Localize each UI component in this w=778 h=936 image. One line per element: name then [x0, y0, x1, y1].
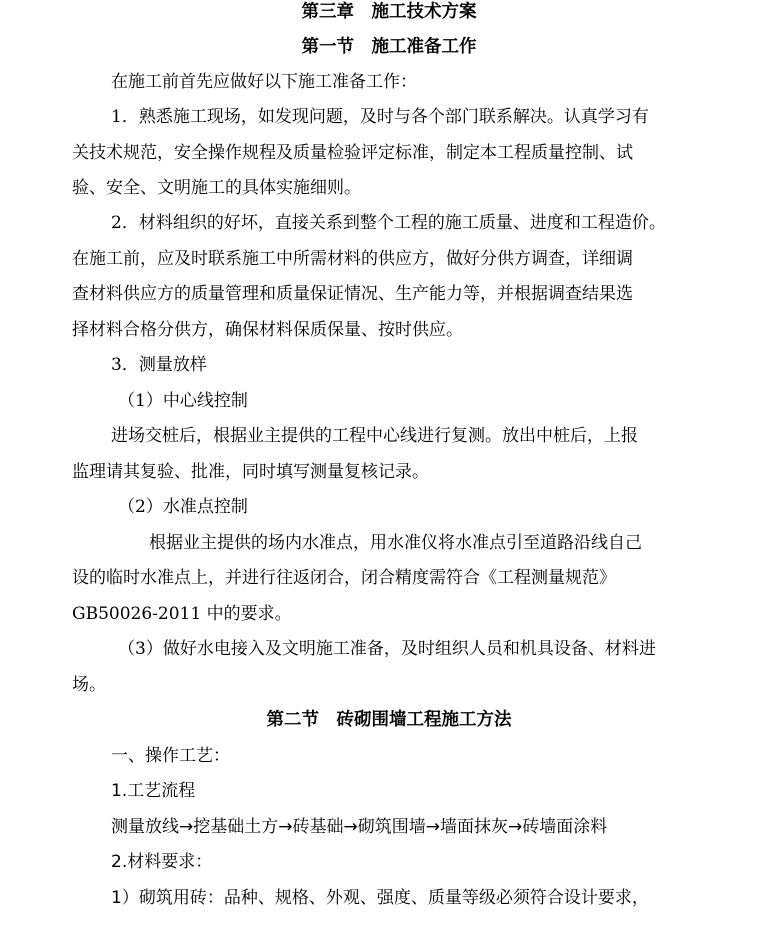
sub-2-line-3: GB50026-2011 中的要求。	[72, 604, 292, 624]
sub-3-line-1: （3）做好水电接入及文明施工准备，及时组织人员和机具设备、材料进	[118, 639, 656, 659]
sub-1-line-2: 监理请其复验、批准，同时填写测量复核记录。	[72, 462, 429, 482]
material-item-1: 1）砌筑用砖：品种、规格、外观、强度、质量等级必须符合设计要求，	[111, 888, 649, 908]
sub-1-title: （1）中心线控制	[118, 391, 248, 411]
section-1-title: 第一节 施工准备工作	[301, 37, 477, 57]
material-title: 2.材料要求：	[111, 852, 213, 872]
item-2-line-2: 在施工前，应及时联系施工中所需材料的供应方，做好分供方调查，详细调	[72, 249, 633, 269]
item-3-title: 3．测量放样	[111, 355, 207, 375]
process-flow: 测量放线→挖基础土方→砖基础→砌筑围墙→墙面抹灰→砖墙面涂料	[111, 817, 608, 837]
section-1-intro: 在施工前首先应做好以下施工准备工作：	[111, 72, 417, 92]
sub-1-line-1: 进场交桩后，根据业主提供的工程中心线进行复测。放出中桩后，上报	[111, 426, 638, 446]
operation-title: 一、操作工艺：	[111, 746, 230, 766]
sub-2-line-2: 设的临时水准点上，并进行往返闭合，闭合精度需符合《工程测量规范》	[72, 568, 616, 588]
item-2-line-3: 查材料供应方的质量管理和质量保证情况、生产能力等，并根据调查结果选	[72, 284, 633, 304]
item-1-line-2: 关技术规范，安全操作规程及质量检验评定标准，制定本工程质量控制、试	[72, 143, 633, 163]
sub-2-line-1: 根据业主提供的场内水准点，用水准仪将水准点引至道路沿线自己	[149, 533, 642, 553]
item-1-line-1: 1．熟悉施工现场，如发现问题，及时与各个部门联系解决。认真学习有	[111, 107, 649, 127]
process-flow-title: 1.工艺流程	[111, 781, 196, 801]
section-2-title: 第二节 砖砌围墙工程施工方法	[266, 710, 512, 730]
chapter-title: 第三章 施工技术方案	[301, 2, 477, 22]
item-2-line-1: 2．材料组织的好坏，直接关系到整个工程的施工质量、进度和工程造价。	[111, 213, 666, 233]
item-1-line-3: 验、安全、文明施工的具体实施细则。	[72, 178, 361, 198]
sub-3-line-2: 场。	[72, 675, 106, 695]
item-2-line-4: 择材料合格分供方，确保材料保质保量、按时供应。	[72, 320, 463, 340]
sub-2-title: （2）水准点控制	[118, 497, 248, 517]
